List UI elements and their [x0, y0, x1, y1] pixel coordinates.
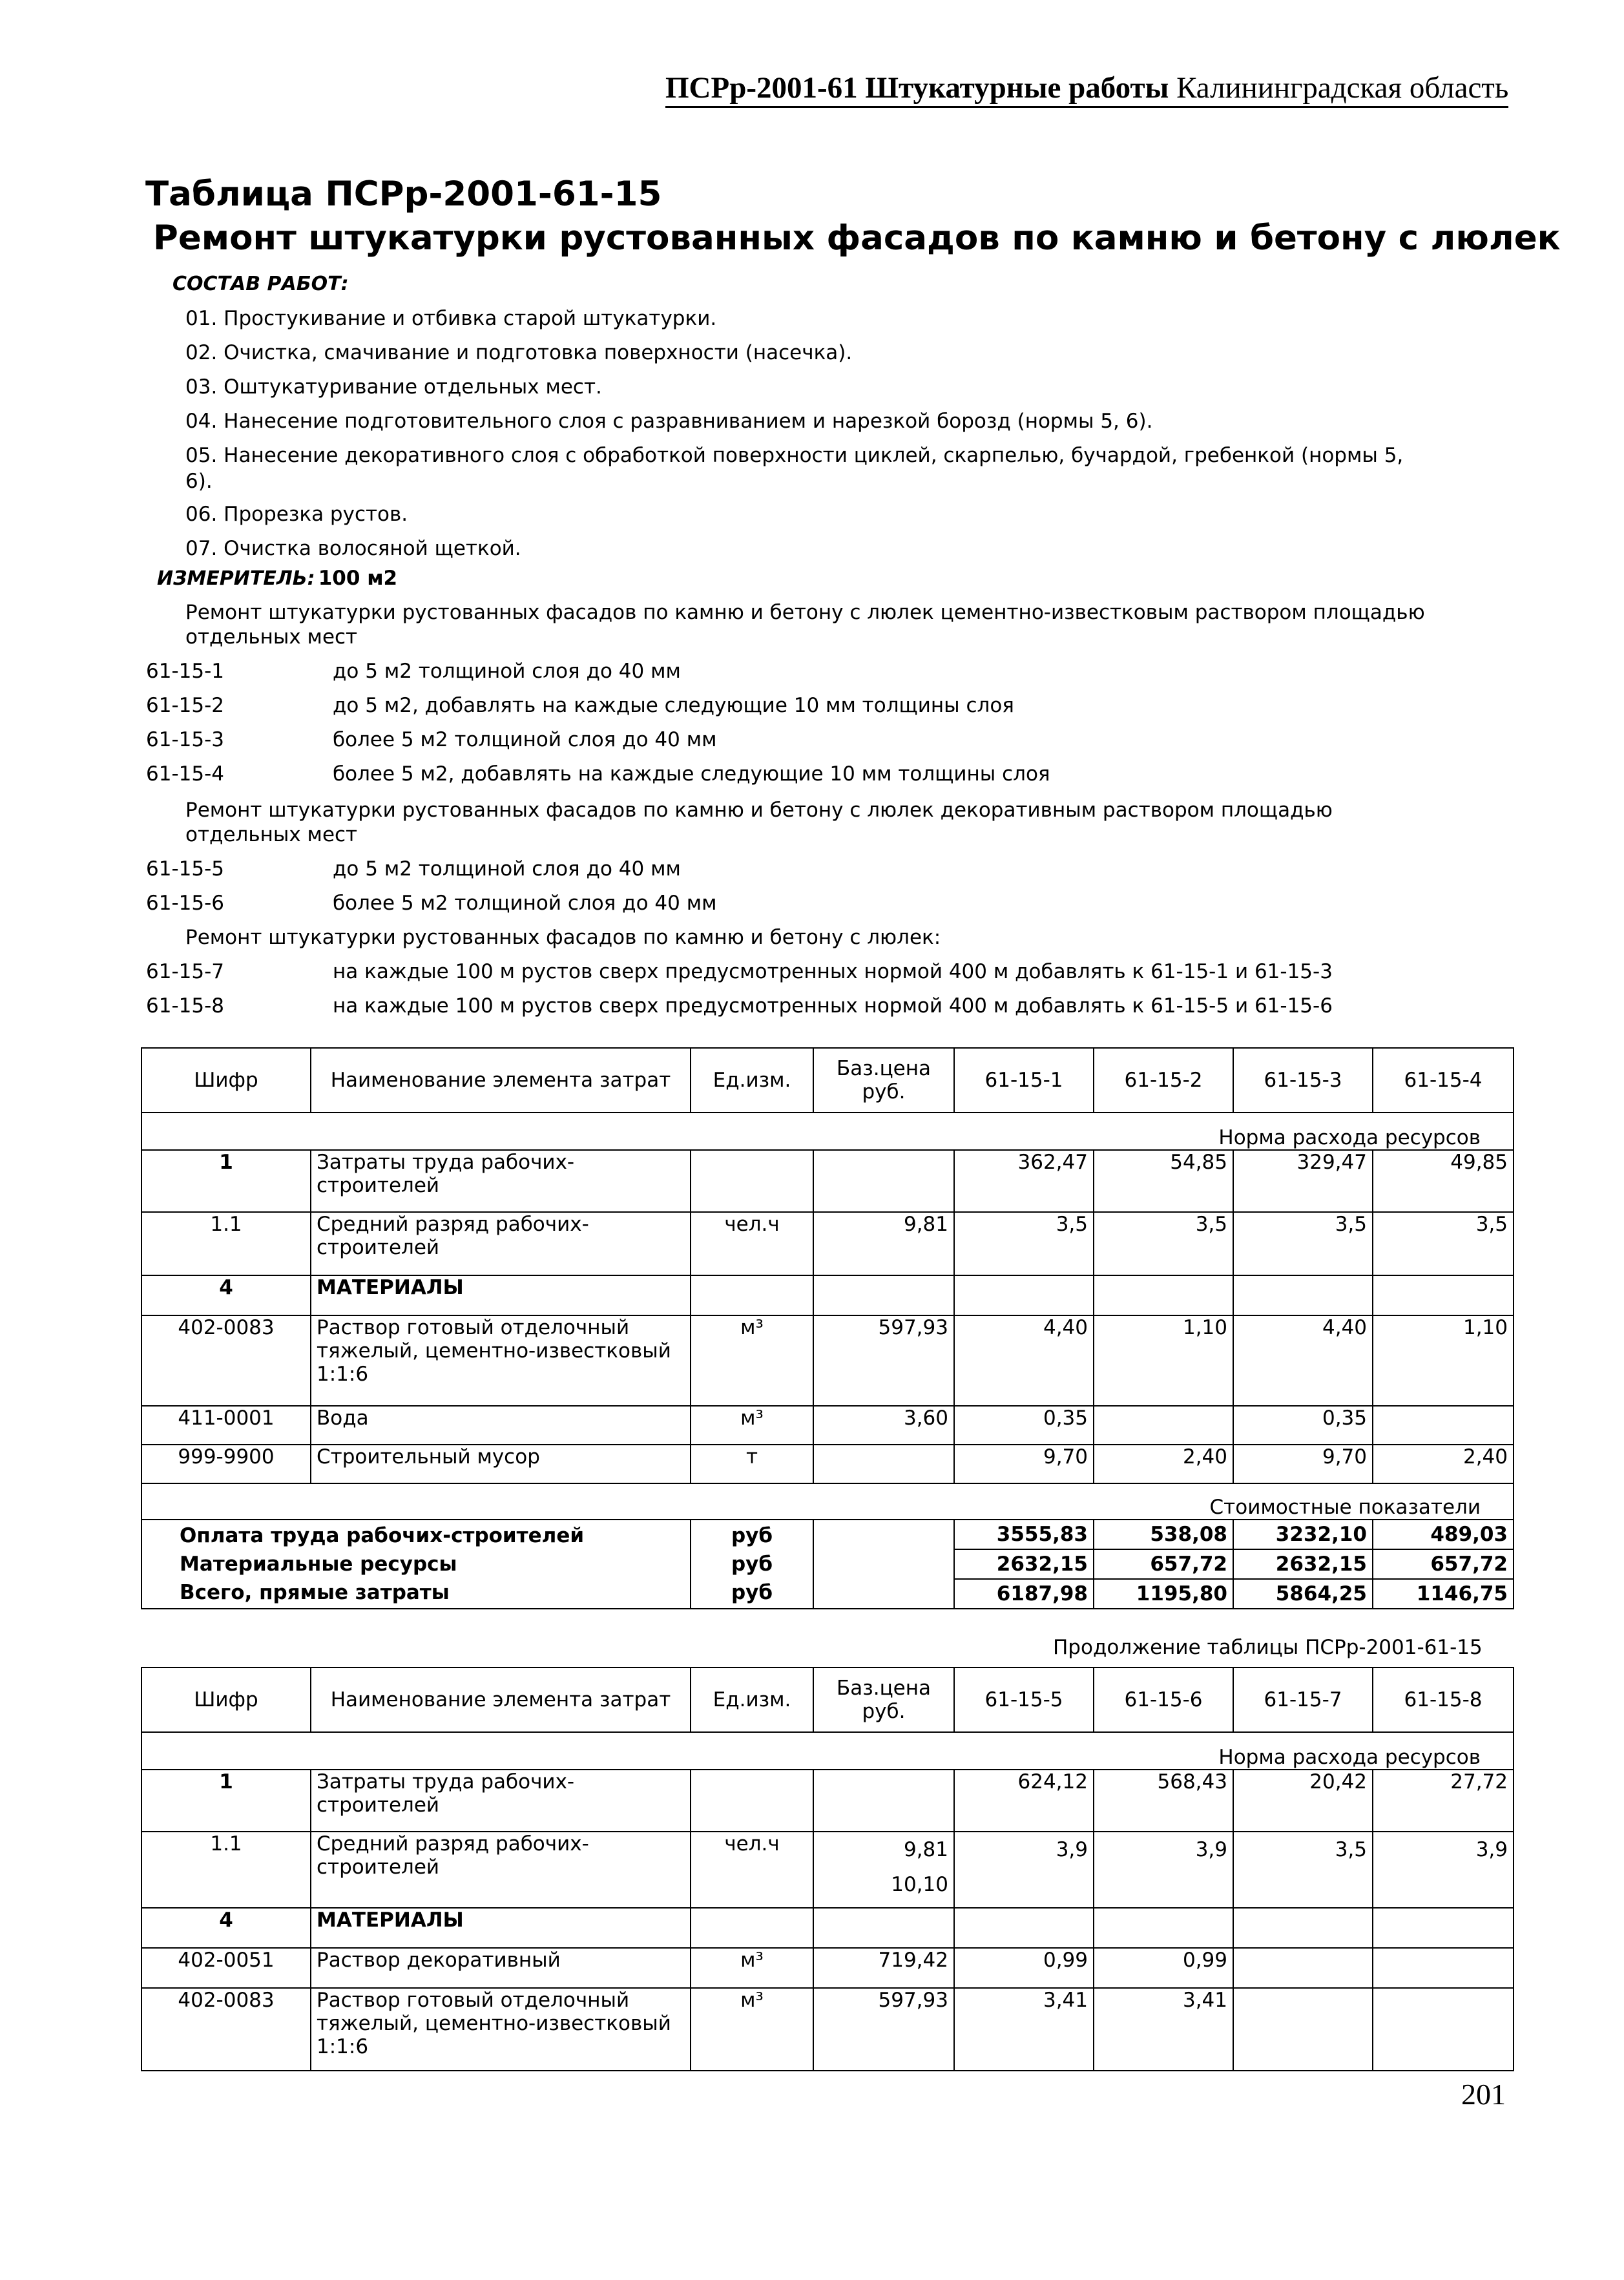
totals-units [691, 1520, 813, 1609]
composition-item: 6). [185, 470, 213, 493]
row-value: 4,40 [1233, 1315, 1373, 1406]
row-value: 1,10 [1373, 1315, 1514, 1406]
row-value: 4,40 [954, 1315, 1094, 1406]
row-price: 9,81 [813, 1212, 954, 1275]
totals-col [1094, 1520, 1233, 1609]
total-value: 1195,80 [1136, 1582, 1227, 1605]
norm-code: 61-15-5 [146, 857, 224, 881]
row-value: 0,35 [954, 1406, 1094, 1445]
norm-text: более 5 м2 толщиной слоя до 40 мм [333, 892, 717, 915]
col-header-norm: 61-15-4 [1373, 1048, 1514, 1113]
row-value-line: 3,9 [1475, 1838, 1508, 1861]
norm-code: 61-15-1 [146, 660, 224, 683]
row-price [813, 1275, 954, 1315]
norm-code: 61-15-2 [146, 694, 224, 717]
row-name: Строительный мусор [311, 1445, 691, 1483]
row-name: МАТЕРИАЛЫ [311, 1908, 691, 1948]
row-price [813, 1770, 954, 1832]
group-description: отдельных мест [185, 823, 358, 846]
norm-code: 61-15-4 [146, 762, 224, 786]
col-header-code: Шифр [141, 1048, 311, 1113]
row-code: 411-0001 [141, 1406, 311, 1445]
row-value-line: 3,9 [1056, 1838, 1088, 1861]
row-value: 1,10 [1094, 1315, 1233, 1406]
norm-text: на каждые 100 м рустов сверх предусмотренных нормой 400 м добавлять к 61-15-1 и 61-15-3 [333, 960, 1333, 983]
row-value [954, 1275, 1094, 1315]
total-value: 1146,75 [1416, 1582, 1508, 1605]
table-subtitle: Ремонт штукатурки рустованных фасадов по камню и бетону с люлек [153, 218, 1561, 258]
norm-text: более 5 м2 толщиной слоя до 40 мм [333, 728, 717, 751]
norm-code: 61-15-8 [146, 994, 224, 1018]
table-row [141, 1275, 1514, 1315]
row-unit [691, 1275, 813, 1315]
composition-item: 05. Нанесение декоративного слоя с обработкой поверхности циклей, скарпелью, бучардой, гребенкой (нормы 5, [185, 444, 1404, 467]
table-title: Таблица ПСРр-2001-61-15 [145, 174, 662, 214]
meter-line [157, 567, 397, 590]
total-value: 538,08 [1094, 1520, 1233, 1550]
resource-table-1 [141, 1047, 1514, 1609]
total-label: Оплата труда рабочих-строителей [180, 1524, 585, 1547]
col-header-name: Наименование элемента затрат [311, 1668, 691, 1732]
row-unit: т [691, 1445, 813, 1483]
norm-text: более 5 м2, добавлять на каждые следующие 10 мм толщины слоя [333, 762, 1050, 786]
total-unit: руб [731, 1524, 773, 1547]
row-value [1094, 1832, 1233, 1908]
table-row [141, 1988, 1514, 2071]
row-value [1373, 1948, 1514, 1988]
row-value [1094, 1908, 1233, 1948]
composition-item: 01. Простукивание и отбивка старой штукатурки. [185, 307, 717, 330]
row-value [1373, 1275, 1514, 1315]
row-code: 4 [141, 1908, 311, 1948]
group-description: Ремонт штукатурки рустованных фасадов по камню и бетону с люлек: [185, 926, 941, 949]
section-costs-label: Стоимостные показатели [141, 1483, 1514, 1520]
row-name: Средний разряд рабочих-строителей [311, 1212, 691, 1275]
row-name: Раствор готовый отделочный тяжелый, цементно-известковый 1:1:6 [311, 1988, 691, 2071]
totals-labels [141, 1520, 691, 1609]
total-unit: руб [731, 1553, 773, 1576]
norm-code: 61-15-6 [146, 892, 224, 915]
col-header-norm: 61-15-6 [1094, 1668, 1233, 1732]
totals-col [1373, 1520, 1514, 1609]
row-unit [691, 1150, 813, 1212]
composition-item: 06. Прорезка рустов. [185, 503, 408, 526]
composition-item: 03. Оштукатуривание отдельных мест. [185, 375, 602, 399]
row-value [1233, 1832, 1373, 1908]
total-value: 489,03 [1373, 1520, 1513, 1550]
row-code: 402-0083 [141, 1988, 311, 2071]
row-value: 49,85 [1373, 1150, 1514, 1212]
page-number: 201 [1461, 2078, 1506, 2111]
row-name: Затраты труда рабочих-строителей [311, 1150, 691, 1212]
table-row [141, 1406, 1514, 1445]
norm-text: до 5 м2 толщиной слоя до 40 мм [333, 857, 681, 881]
row-value [1233, 1275, 1373, 1315]
row-unit: м³ [691, 1406, 813, 1445]
row-code: 999-9900 [141, 1445, 311, 1483]
row-price: 3,60 [813, 1406, 954, 1445]
col-header-norm: 61-15-1 [954, 1048, 1094, 1113]
totals-col [1233, 1520, 1373, 1609]
table-row [141, 1315, 1514, 1406]
col-header-norm: 61-15-3 [1233, 1048, 1373, 1113]
row-value [954, 1908, 1094, 1948]
row-name: МАТЕРИАЛЫ [311, 1275, 691, 1315]
row-name: Раствор готовый отделочный тяжелый, цементно-известковый 1:1:6 [311, 1315, 691, 1406]
row-price [813, 1908, 954, 1948]
group-description: Ремонт штукатурки рустованных фасадов по камню и бетону с люлек цементно-известковым раствором площадью [185, 601, 1425, 624]
col-header-name: Наименование элемента затрат [311, 1048, 691, 1113]
row-value: 0,35 [1233, 1406, 1373, 1445]
header-bold: ПСРр-2001-61 Штукатурные работы [665, 71, 1169, 105]
row-unit: м³ [691, 1948, 813, 1988]
total-label: Всего, прямые затраты [180, 1581, 450, 1604]
section-norms-label: Норма расхода ресурсов [141, 1732, 1514, 1770]
norm-text: до 5 м2, добавлять на каждые следующие 10 мм толщины слоя [333, 694, 1014, 717]
row-value: 9,70 [954, 1445, 1094, 1483]
row-value: 54,85 [1094, 1150, 1233, 1212]
table-row [141, 1445, 1514, 1483]
norm-text: до 5 м2 толщиной слоя до 40 мм [333, 660, 681, 683]
col-header-price: Баз.цена руб. [813, 1048, 954, 1113]
row-unit [691, 1770, 813, 1832]
total-value: 3232,10 [1234, 1520, 1372, 1550]
composition-item: 07. Очистка волосяной щеткой. [185, 537, 521, 560]
total-value: 657,72 [1094, 1550, 1233, 1580]
resource-table-2 [141, 1667, 1514, 2071]
total-value: 657,72 [1373, 1550, 1513, 1580]
row-code: 402-0083 [141, 1315, 311, 1406]
row-name: Затраты труда рабочих-строителей [311, 1770, 691, 1832]
col-header-norm: 61-15-7 [1233, 1668, 1373, 1732]
table-row [141, 1150, 1514, 1212]
row-price [813, 1445, 954, 1483]
row-price: 597,93 [813, 1988, 954, 2071]
row-value: 0,99 [954, 1948, 1094, 1988]
col-header-norm: 61-15-2 [1094, 1048, 1233, 1113]
row-value: 3,5 [1094, 1212, 1233, 1275]
col-header-norm: 61-15-8 [1373, 1668, 1514, 1732]
total-label: Материальные ресурсы [180, 1553, 457, 1576]
section-norms-label: Норма расхода ресурсов [141, 1113, 1514, 1150]
total-unit: руб [731, 1581, 773, 1604]
row-value [1233, 1908, 1373, 1948]
row-value [1373, 1832, 1514, 1908]
row-price [813, 1832, 954, 1908]
row-value: 2,40 [1094, 1445, 1233, 1483]
row-name: Раствор декоративный [311, 1948, 691, 1988]
row-value [1233, 1988, 1373, 2071]
row-code: 4 [141, 1275, 311, 1315]
row-code: 1 [141, 1150, 311, 1212]
row-unit: чел.ч [691, 1832, 813, 1908]
row-value: 3,5 [1373, 1212, 1514, 1275]
col-header-code: Шифр [141, 1668, 311, 1732]
meter-value: 100 м2 [318, 567, 398, 590]
table-row [141, 1908, 1514, 1948]
row-value [954, 1832, 1094, 1908]
row-value: 20,42 [1233, 1770, 1373, 1832]
row-value [1373, 1406, 1514, 1445]
norm-code: 61-15-3 [146, 728, 224, 751]
row-name: Вода [311, 1406, 691, 1445]
row-value [1373, 1908, 1514, 1948]
row-value: 27,72 [1373, 1770, 1514, 1832]
total-value: 2632,15 [1234, 1550, 1372, 1580]
row-value: 329,47 [1233, 1150, 1373, 1212]
row-unit: м³ [691, 1988, 813, 2071]
row-name: Средний разряд рабочих-строителей [311, 1832, 691, 1908]
total-value: 2632,15 [955, 1550, 1093, 1580]
row-code: 1 [141, 1770, 311, 1832]
totals-price-empty [813, 1520, 954, 1609]
col-header-unit: Ед.изм. [691, 1668, 813, 1732]
row-value-line: 3,9 [1195, 1838, 1227, 1861]
row-value: 3,41 [954, 1988, 1094, 2071]
composition-item: 02. Очистка, смачивание и подготовка поверхности (насечка). [185, 341, 853, 364]
table-row [141, 1770, 1514, 1832]
group-description: отдельных мест [185, 625, 358, 649]
row-value: 0,99 [1094, 1948, 1233, 1988]
row-value: 362,47 [954, 1150, 1094, 1212]
row-code: 402-0051 [141, 1948, 311, 1988]
col-header-norm: 61-15-5 [954, 1668, 1094, 1732]
running-header [665, 70, 1508, 108]
row-unit: чел.ч [691, 1212, 813, 1275]
header-region: Калининградская область [1176, 71, 1509, 105]
table-row [141, 1832, 1514, 1908]
row-value [1233, 1948, 1373, 1988]
row-price: 597,93 [813, 1315, 954, 1406]
row-value [1094, 1406, 1233, 1445]
row-value: 3,5 [954, 1212, 1094, 1275]
row-unit: м³ [691, 1315, 813, 1406]
totals-row [141, 1520, 1514, 1609]
row-value: 624,12 [954, 1770, 1094, 1832]
composition-label: СОСТАВ РАБОТ: [172, 273, 349, 295]
row-value: 3,41 [1094, 1988, 1233, 2071]
row-price-value: 9,81 [903, 1838, 948, 1861]
totals-col [954, 1520, 1094, 1609]
total-value: 3555,83 [955, 1520, 1093, 1550]
row-value: 3,5 [1233, 1212, 1373, 1275]
table-row [141, 1212, 1514, 1275]
norm-text: на каждые 100 м рустов сверх предусмотренных нормой 400 м добавлять к 61-15-5 и 61-15-6 [333, 994, 1333, 1018]
row-value: 9,70 [1233, 1445, 1373, 1483]
row-price: 719,42 [813, 1948, 954, 1988]
col-header-unit: Ед.изм. [691, 1048, 813, 1113]
row-code: 1.1 [141, 1832, 311, 1908]
row-value [1094, 1275, 1233, 1315]
row-value [1373, 1988, 1514, 2071]
row-value-line: 3,5 [1335, 1838, 1367, 1861]
group-description: Ремонт штукатурки рустованных фасадов по камню и бетону с люлек декоративным раствором площадью [185, 799, 1333, 822]
row-value: 2,40 [1373, 1445, 1514, 1483]
row-code: 1.1 [141, 1212, 311, 1275]
total-value: 5864,25 [1275, 1582, 1367, 1605]
meter-label: ИЗМЕРИТЕЛЬ: [157, 567, 315, 590]
row-price-value: 10,10 [891, 1873, 948, 1896]
row-price [813, 1150, 954, 1212]
continuation-caption: Продолжение таблицы ПСРр-2001-61-15 [1053, 1636, 1483, 1659]
col-header-price: Баз.цена руб. [813, 1668, 954, 1732]
total-value: 6187,98 [996, 1582, 1088, 1605]
row-value: 568,43 [1094, 1770, 1233, 1832]
norm-code: 61-15-7 [146, 960, 224, 983]
row-unit [691, 1908, 813, 1948]
table-row [141, 1948, 1514, 1988]
composition-item: 04. Нанесение подготовительного слоя с разравниванием и нарезкой борозд (нормы 5, 6). [185, 410, 1153, 433]
